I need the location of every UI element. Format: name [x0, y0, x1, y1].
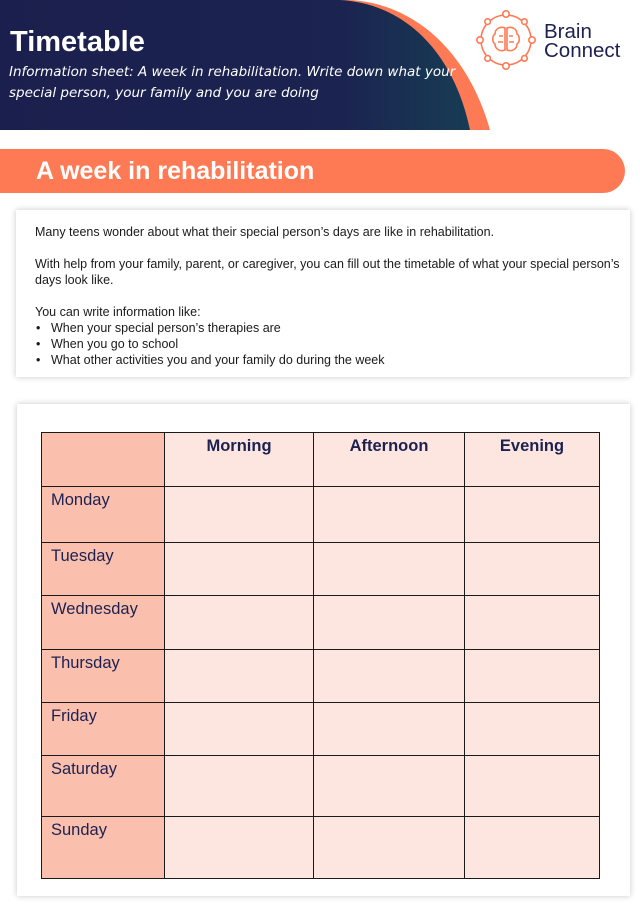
day-label-wednesday: Wednesday: [42, 596, 165, 650]
info-text: [35, 224, 625, 368]
slot-cell[interactable]: [314, 756, 465, 817]
table-row: [42, 650, 600, 703]
slot-cell[interactable]: [465, 703, 600, 756]
table-row: [42, 756, 600, 817]
table-row: [42, 817, 600, 879]
table-row: [42, 543, 600, 596]
table-row: [42, 596, 600, 650]
info-paragraph-1: Many teens wonder about what their special person’s days are like in rehabilitation.: [35, 225, 495, 239]
slot-cell[interactable]: [165, 487, 314, 543]
info-bullet-list: [35, 320, 625, 368]
day-label-sunday: Sunday: [42, 817, 165, 879]
slot-cell[interactable]: [165, 543, 314, 596]
corner-cell: [42, 433, 165, 487]
list-item: • When your special person’s therapies are: [35, 320, 625, 336]
slot-cell[interactable]: [165, 703, 314, 756]
slot-cell[interactable]: [465, 650, 600, 703]
timetable-header-row: [42, 433, 600, 487]
slot-cell[interactable]: [165, 596, 314, 650]
brand-name: [544, 22, 620, 60]
slot-cell[interactable]: [465, 596, 600, 650]
timetable: [41, 432, 600, 879]
slot-cell[interactable]: [165, 650, 314, 703]
slot-cell[interactable]: [314, 487, 465, 543]
day-label-saturday: Saturday: [42, 756, 165, 817]
info-card: [16, 210, 630, 377]
slot-cell[interactable]: [165, 756, 314, 817]
slot-cell[interactable]: [465, 817, 600, 879]
list-item: • When you go to school: [35, 336, 625, 352]
page-subtitle: Information sheet: A week in rehabilitation. Write down what your special person, your family and you are doing: [9, 64, 456, 101]
brain-network-icon: [474, 8, 538, 72]
slot-cell[interactable]: [314, 596, 465, 650]
slot-cell[interactable]: [314, 650, 465, 703]
slot-cell[interactable]: [165, 817, 314, 879]
brand-line-1: Brain: [544, 20, 592, 43]
column-header-morning: Morning: [165, 433, 314, 487]
slot-cell[interactable]: [465, 543, 600, 596]
brand-line-2: Connect: [544, 39, 621, 62]
slot-cell[interactable]: [314, 703, 465, 756]
info-list-lead: You can write information like:: [35, 305, 201, 319]
day-label-monday: Monday: [42, 487, 165, 543]
slot-cell[interactable]: [314, 817, 465, 879]
day-label-thursday: Thursday: [42, 650, 165, 703]
page-title: Timetable: [10, 26, 145, 58]
column-header-evening: Evening: [465, 433, 600, 487]
section-title: A week in rehabilitation: [36, 157, 315, 185]
table-row: [42, 703, 600, 756]
slot-cell[interactable]: [465, 756, 600, 817]
slot-cell[interactable]: [314, 543, 465, 596]
section-band: [0, 149, 625, 193]
table-row: [42, 487, 600, 543]
timetable-card: [17, 404, 630, 896]
info-paragraph-2: With help from your family, parent, or caregiver, you can fill out the timetable of what your special person’s days look like.: [35, 257, 620, 287]
day-label-friday: Friday: [42, 703, 165, 756]
day-label-tuesday: Tuesday: [42, 543, 165, 596]
column-header-afternoon: Afternoon: [314, 433, 465, 487]
list-item: • What other activities you and your family do during the week: [35, 352, 625, 368]
slot-cell[interactable]: [465, 487, 600, 543]
